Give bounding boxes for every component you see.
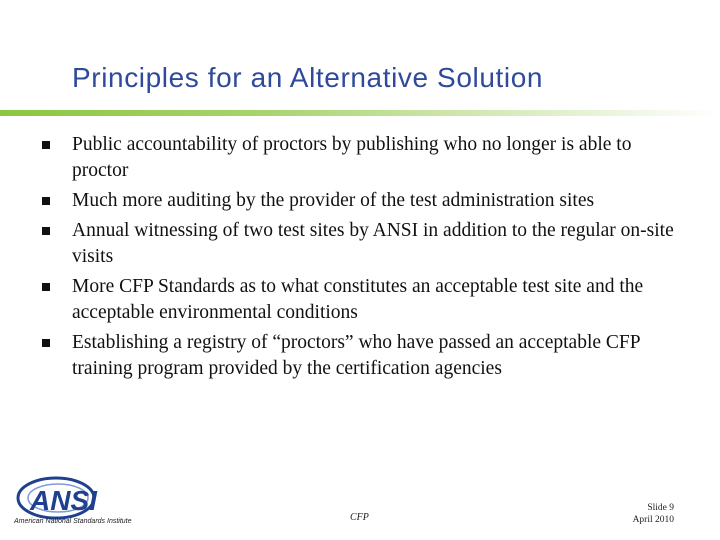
bullet-item	[40, 330, 680, 382]
bullet-list	[40, 132, 680, 386]
square-bullet-icon	[42, 141, 50, 149]
square-bullet-icon	[42, 227, 50, 235]
slide-title: Principles for an Alternative Solution	[72, 62, 544, 93]
bullet-text: More CFP Standards as to what constitutes an acceptable test site and the acceptable environmental conditions	[72, 276, 644, 323]
bullet-item	[40, 132, 680, 184]
bullet-item	[40, 218, 680, 270]
bullet-text: Much more auditing by the provider of the test administration sites	[72, 190, 595, 211]
logo-tagline: American National Standards Institute	[14, 518, 132, 525]
square-bullet-icon	[42, 339, 50, 347]
bullet-text: Establishing a registry of “proctors” who have passed an acceptable CFP training program provided by the certification agencies	[72, 332, 640, 379]
title-underline-rule	[0, 110, 720, 116]
footer-slide-info	[633, 502, 674, 526]
slide-date: April 2010	[632, 515, 674, 525]
bullet-item	[40, 274, 680, 326]
footer-center-label: CFP	[350, 512, 369, 523]
bullet-text: Public accountability of proctors by publishing who no longer is able to proctor	[72, 134, 632, 181]
bullet-item	[40, 188, 680, 214]
logo-wordmark: ANSI	[30, 485, 97, 516]
slide-number: Slide 9	[647, 503, 674, 513]
square-bullet-icon	[42, 197, 50, 205]
bullet-text: Annual witnessing of two test sites by ANSI in addition to the regular on-site visits	[72, 220, 674, 267]
square-bullet-icon	[42, 283, 50, 291]
